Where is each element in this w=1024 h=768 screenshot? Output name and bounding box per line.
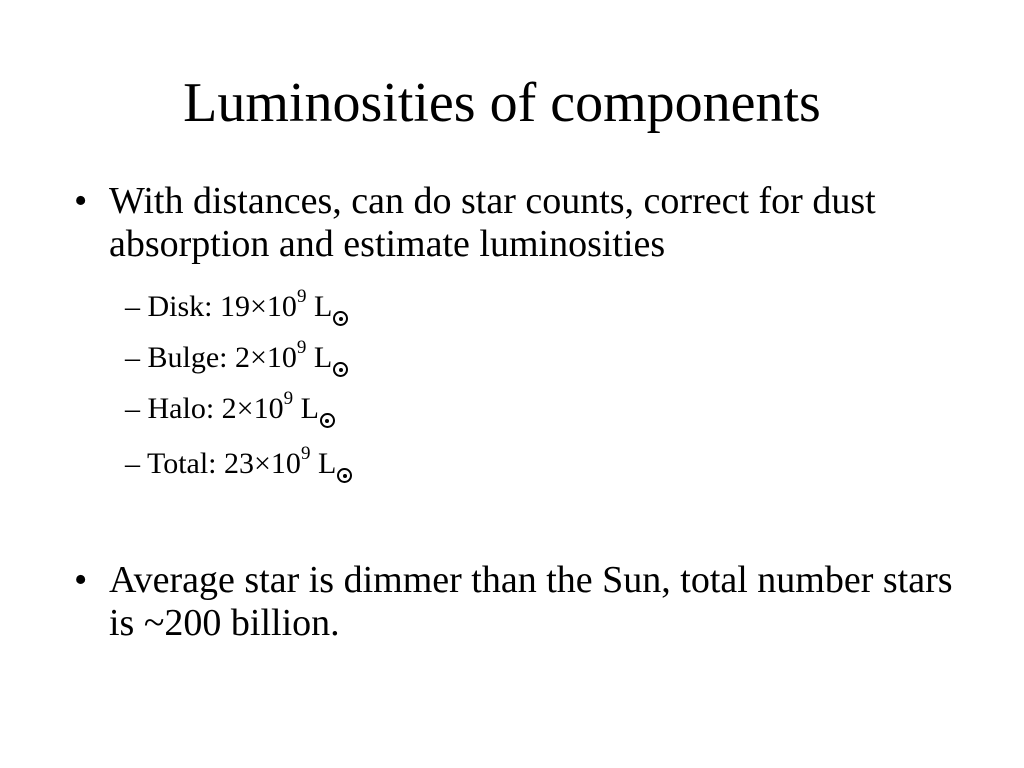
sub-item-label: – Total: 23×10: [125, 447, 301, 480]
bullet-text: Average star is dimmer than the Sun, total number stars is ~200 billion.: [109, 559, 953, 644]
sun-symbol-icon: [337, 468, 352, 483]
sub-item-disk: [125, 286, 348, 326]
sub-item-total: [125, 443, 352, 483]
sub-item-label: – Bulge: 2×10: [125, 341, 297, 374]
unit-label: L: [306, 341, 333, 374]
bullet-item: [74, 559, 974, 645]
unit-label: L: [293, 392, 319, 425]
unit-label: L: [306, 290, 333, 323]
bullet-marker: •: [74, 180, 88, 222]
sun-symbol-icon: [333, 311, 348, 326]
exponent: 9: [296, 286, 307, 307]
sub-item-halo: [125, 388, 335, 428]
sub-item-label: – Halo: 2×10: [125, 392, 284, 425]
exponent: 9: [283, 388, 294, 409]
sun-symbol-icon: [320, 413, 335, 428]
bullet-item: [74, 180, 974, 266]
sun-symbol-icon: [333, 362, 348, 377]
slide-title: Luminosities of components: [183, 72, 821, 134]
bullet-text: With distances, can do star counts, correct for dust absorption and estimate luminosities: [109, 180, 876, 265]
exponent: 9: [296, 337, 307, 358]
exponent: 9: [300, 443, 311, 464]
sub-item-bulge: [125, 337, 348, 377]
unit-label: L: [310, 447, 337, 480]
bullet-marker: •: [74, 559, 88, 601]
sub-item-label: – Disk: 19×10: [125, 290, 297, 323]
